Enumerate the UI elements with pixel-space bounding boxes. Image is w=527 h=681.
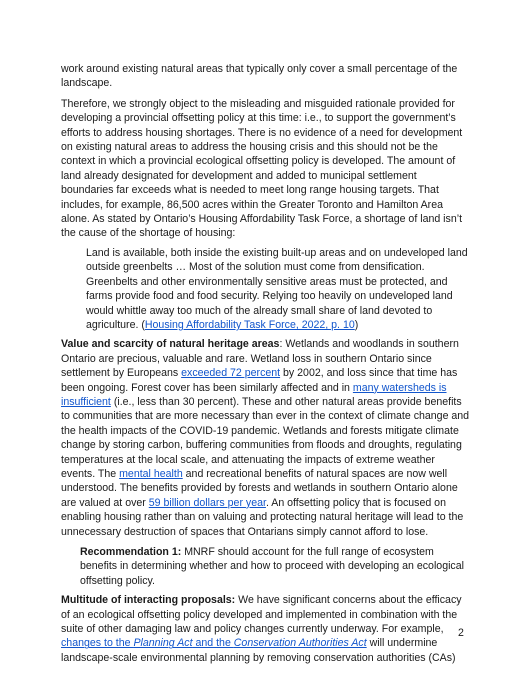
link-text: and the: [192, 637, 234, 650]
billion-dollars-link[interactable]: 59 billion dollars per year: [148, 496, 266, 509]
paragraph-interacting-proposals: [61, 593, 471, 665]
link-text-italic: Planning Act: [133, 637, 193, 650]
block-quote: [86, 246, 471, 332]
section-heading-value-scarcity: Value and scarcity of natural heritage areas: [61, 338, 280, 351]
paragraph-value-scarcity: [61, 337, 471, 539]
planning-act-link[interactable]: [61, 637, 367, 649]
link-text-italic: Conservation Authorities Act: [233, 637, 367, 650]
mental-health-link[interactable]: mental health: [119, 467, 183, 480]
text-run: : Wetlands and woodlands in southern Ontario are precious, valuable and rare. Wetland loss in southern Ontario since settlement by Europeans: [61, 338, 459, 380]
recommendation-1: [80, 545, 471, 588]
watersheds-link[interactable]: many watersheds is insufficient: [61, 381, 447, 408]
text-run: (i.e., less than 30 percent). These and other natural areas provide benefits to communities that are more necessary than ever in the context of climate change and the health impacts of the COVID-19 pandemic. Wetlands and forests mitigate climate change by storing carbon, buffering communities from floods and droughts, regulating temperatures at the local scale, and attenuating the impacts of extreme weather events. The: [61, 395, 470, 480]
text-run: and recreational benefits of natural spaces are now well understood. The benefits provided by forests and wetlands in southern Ontario alone are valued at over: [61, 467, 458, 509]
paragraph-rationale: Therefore, we strongly object to the misleading and misguided rationale provided for developing a provincial offsetting policy at this time: i.e., to support the government’s efforts to address housing shortages. There is no evidence of a need for development on existing natural areas to address the housing crisis and this should not be the context in which a provincial ecological offsetting policy is developed. The amount of land already designated for development and added to municipal settlement boundaries far exceeds what is needed to meet long range housing targets. That includes, for example, 86,500 acres within the Greater Toronto and Hamilton Area alone. As stated by Ontario’s Housing Affordability Task Force, a shortage of land isn’t the cause of the shortage of housing:: [61, 97, 463, 240]
section-heading-interacting-proposals: Multitude of interacting proposals:: [61, 594, 236, 607]
task-force-link[interactable]: Housing Affordability Task Force, 2022, p. 10: [144, 318, 355, 331]
recommendation-text: MNRF should account for the full range of ecosystem benefits in determining whether and how to proceed with developing an ecological offsetting policy.: [80, 546, 464, 587]
text-run: will undermine landscape-scale environmental planning by removing conservation authorities (CAs): [61, 637, 456, 664]
text-run: We have significant concerns about the efficacy of an ecological offsetting policy developed and implemented in combination with the suite of other damaging law and policy changes currently underway. For example,: [61, 594, 462, 636]
quote-text: Land is available, both inside the existing built-up areas and on undeveloped land outside greenbelts … Most of the solution must come from densification. Greenbelts and other environmentally sensitive areas must be protected, and farms provide food and food security. Relying too heavily on undeveloped land would whittle away too much of the already small share of land devoted to agriculture. (: [86, 246, 468, 331]
text-run: . An offsetting policy that is focused on enabling housing rather than on valuing and protecting natural heritage will lead to the unnecessary destruction of spaces that Ontarians simply cannot afford to lose.: [61, 496, 464, 538]
page-number: 2: [458, 627, 464, 639]
document-body: [61, 62, 471, 665]
paragraph-intro: work around existing natural areas that typically only cover a small percentage of the landscape.: [61, 63, 458, 90]
text-run: by 2002, and loss since that time has been ongoing. Forest cover has been similarly affected and in: [61, 367, 458, 394]
recommendation-heading: Recommendation 1:: [80, 546, 182, 558]
quote-tail: ): [354, 318, 359, 331]
link-text: changes to the: [61, 637, 134, 650]
wetland-loss-link[interactable]: exceeded 72 percent: [181, 367, 281, 380]
